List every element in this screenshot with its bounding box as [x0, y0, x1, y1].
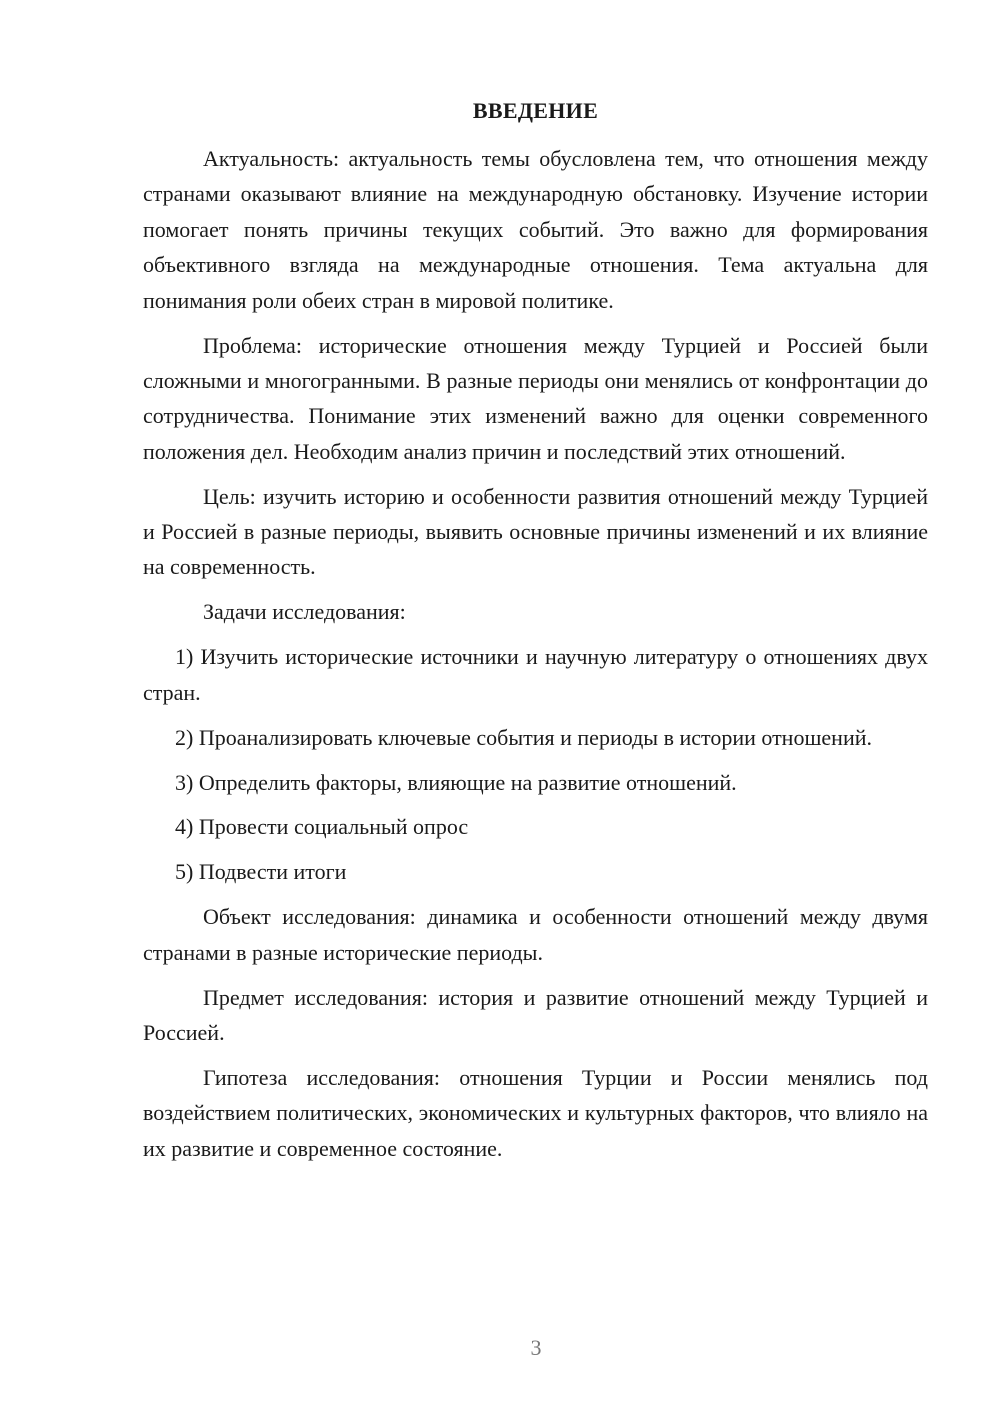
tasks-list [143, 639, 928, 889]
paragraph-hypothesis: Гипотеза исследования: отношения Турции и России менялись под воздействием политических, экономических и культурных факторов, что влияло на их развитие и современное состояние. [143, 1064, 928, 1161]
paragraph-goal: Цель: изучить историю и особенности развития отношений между Турцией и Россией в разные периоды, выявить основные причины изменений и их влияние на современность. [143, 483, 928, 580]
task-item: 3) Определить факторы, влияющие на развитие отношений. [175, 769, 737, 795]
task-item: 2) Проанализировать ключевые события и периоды в истории отношений. [175, 724, 872, 750]
paragraph-relevance: Актуальность: актуальность темы обусловлена тем, что отношения между странами оказывают влияние на международную обстановку. Изучение истории помогает понять причины текущих событий. Это важно для формирования объективного взгляда на международные отношения. Тема актуальна для понимания роли обеих стран в мировой политике. [143, 146, 928, 313]
paragraph-object: Объект исследования: динамика и особенности отношений между двумя странами в разные исторические периоды. [143, 904, 928, 965]
document-page [143, 94, 928, 1166]
tasks-heading: Задачи исследования: [203, 599, 406, 625]
task-item: 1) Изучить исторические источники и научную литературу о отношениях двух стран. [143, 644, 928, 705]
paragraph-problem: Проблема: исторические отношения между Турцией и Россией были сложными и многогранными. В разные периоды они менялись от конфронтации до сотрудничества. Понимание этих изменений важно для оценки современного положения дел. Необходим анализ причин и последствий этих отношений. [143, 332, 928, 464]
section-title: ВВЕДЕНИЕ [472, 98, 599, 123]
task-item: 5) Подвести итоги [175, 859, 347, 885]
page-number: 3 [530, 1335, 542, 1360]
task-item: 4) Провести социальный опрос [175, 814, 469, 840]
paragraph-subject: Предмет исследования: история и развитие отношений между Турцией и Россией. [143, 984, 928, 1045]
